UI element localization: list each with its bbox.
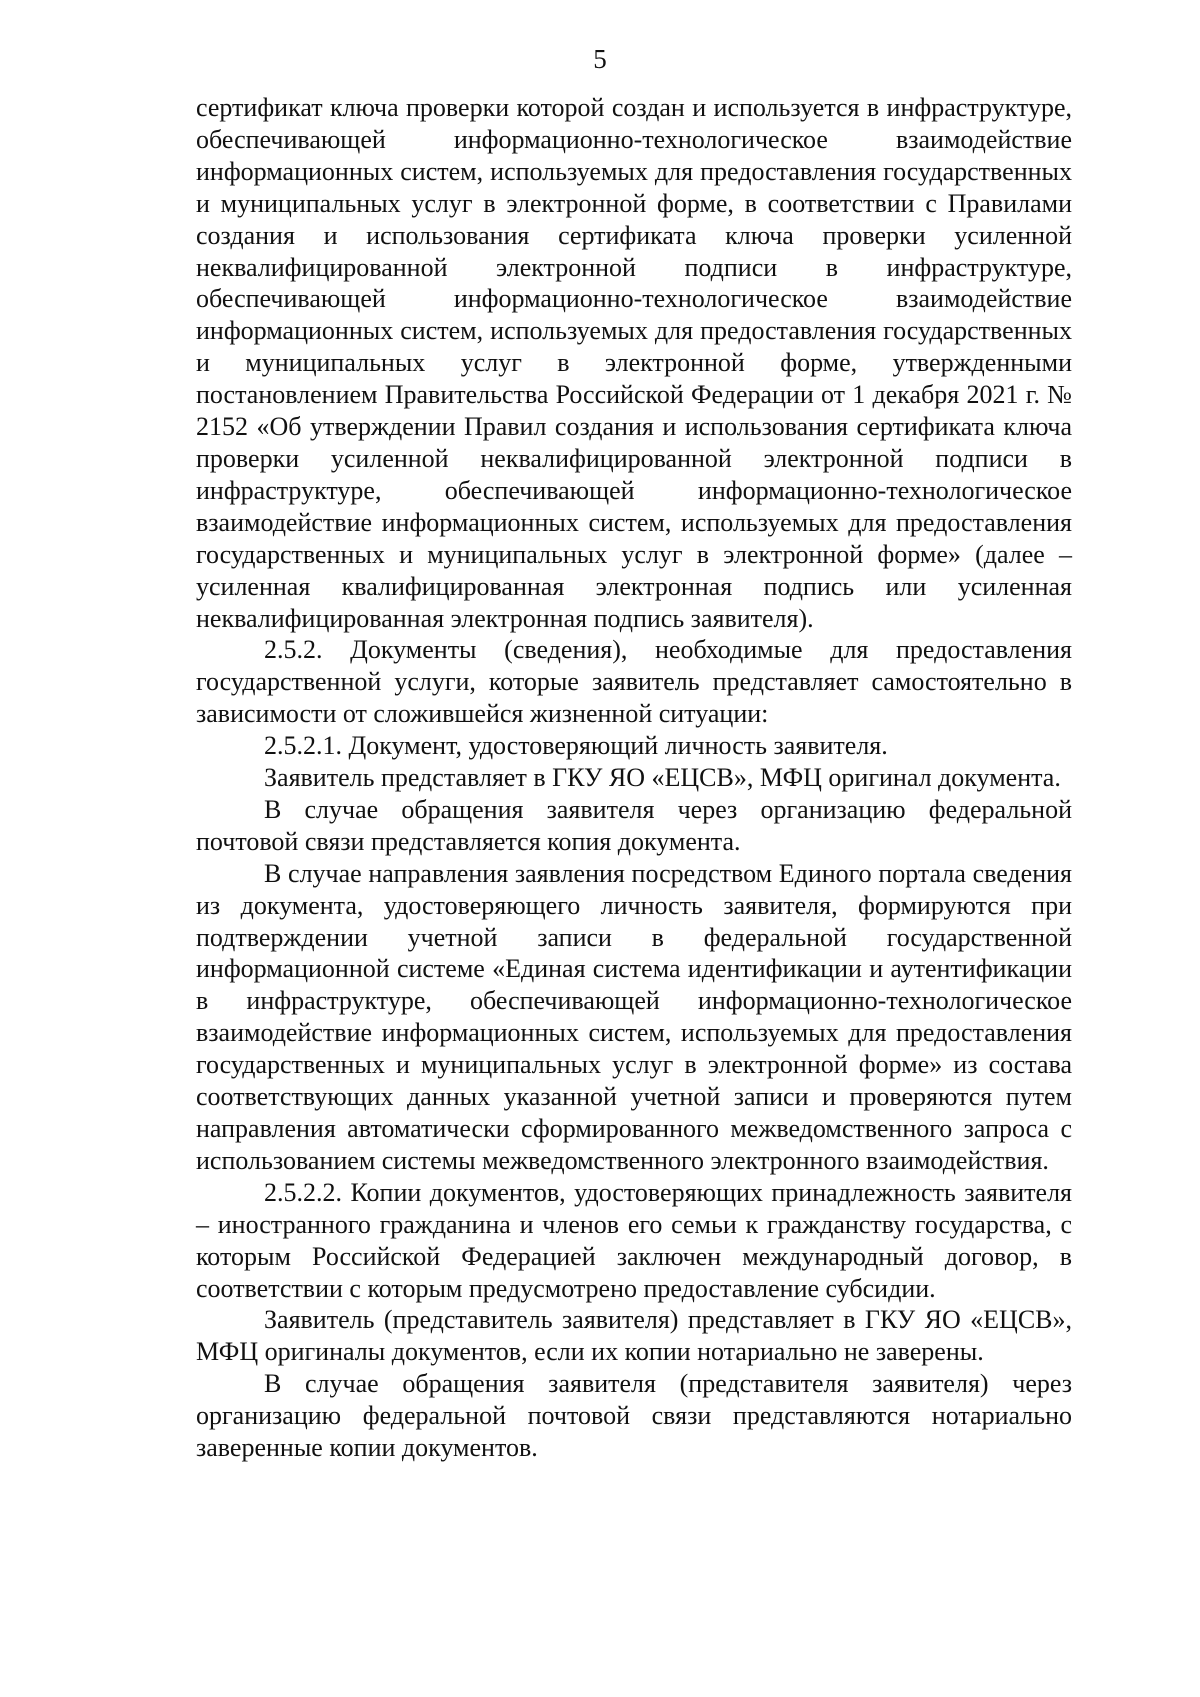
- paragraph-notarized-copies: В случае обращения заявителя (представителя заявителя) через организацию федеральной почтовой связи представляются нотариально заверенные копии документов.: [196, 1369, 1072, 1463]
- paragraph-postal-copy: В случае обращения заявителя через организацию федеральной почтовой связи представляется копия документа.: [196, 794, 1072, 856]
- page-number: 5: [593, 44, 607, 74]
- paragraph-unified-portal: В случае направления заявления посредством Единого портала сведения из документа, удостоверяющего личность заявителя, формируются при подтверждении учетной записи в федеральной государственной информационной системе «Единая система идентификации и аутентификации в инфраструктуре, обеспечивающей информационно-технологическое взаимодействие информационных систем, используемых для предоставления государственных и муниципальных услуг в электронной форме» из состава соответствующих данных указанной учетной записи и проверяются путем направления автоматически сформированного межведомственного запроса с использованием системы межведомственного электронного взаимодействия.: [196, 858, 1072, 1175]
- paragraph-2-5-2: 2.5.2. Документы (сведения), необходимые для предоставления государственной услуги, которые заявитель представляет самостоятельно в зависимости от сложившейся жизненной ситуации:: [196, 635, 1072, 729]
- document-body: [196, 92, 1072, 1464]
- paragraph-2-5-2-1: 2.5.2.1. Документ, удостоверяющий личность заявителя.: [264, 731, 888, 761]
- paragraph-original-documents: Заявитель (представитель заявителя) представляет в ГКУ ЯО «ЕЦСВ», МФЦ оригиналы документов, если их копии нотариально не заверены.: [196, 1305, 1072, 1367]
- paragraph-signature-certificate: сертификат ключа проверки которой создан и используется в инфраструктуре, обеспечивающей информационно-технологическое взаимодействие информационных систем, используемых для предоставления государственных и муниципальных услуг в электронной форме, в соответствии с Правилами создания и использования сертификата ключа проверки усиленной неквалифицированной электронной подписи в инфраструктуре, обеспечивающей информационно-технологическое взаимодействие информационных систем, используемых для предоставления государственных и муниципальных услуг в электронной форме, утвержденными постановлением Правительства Российской Федерации от 1 декабря 2021 г. № 2152 «Об утверждении Правил создания и использования сертификата ключа проверки усиленной неквалифицированной электронной подписи в инфраструктуре, обеспечивающей информационно-технологическое взаимодействие информационных систем, используемых для предоставления государственных и муниципальных услуг в электронной форме» (далее – усиленная квалифицированная электронная подпись или усиленная неквалифицированная электронная подпись заявителя).: [196, 93, 1072, 633]
- paragraph-original-document: Заявитель представляет в ГКУ ЯО «ЕЦСВ», МФЦ оригинал документа.: [264, 763, 1061, 793]
- paragraph-2-5-2-2: 2.5.2.2. Копии документов, удостоверяющих принадлежность заявителя – иностранного гражданина и членов его семьи к гражданству государства, с которым Российской Федерацией заключен международный договор, в соответствии с которым предусмотрено предоставление субсидии.: [196, 1177, 1072, 1303]
